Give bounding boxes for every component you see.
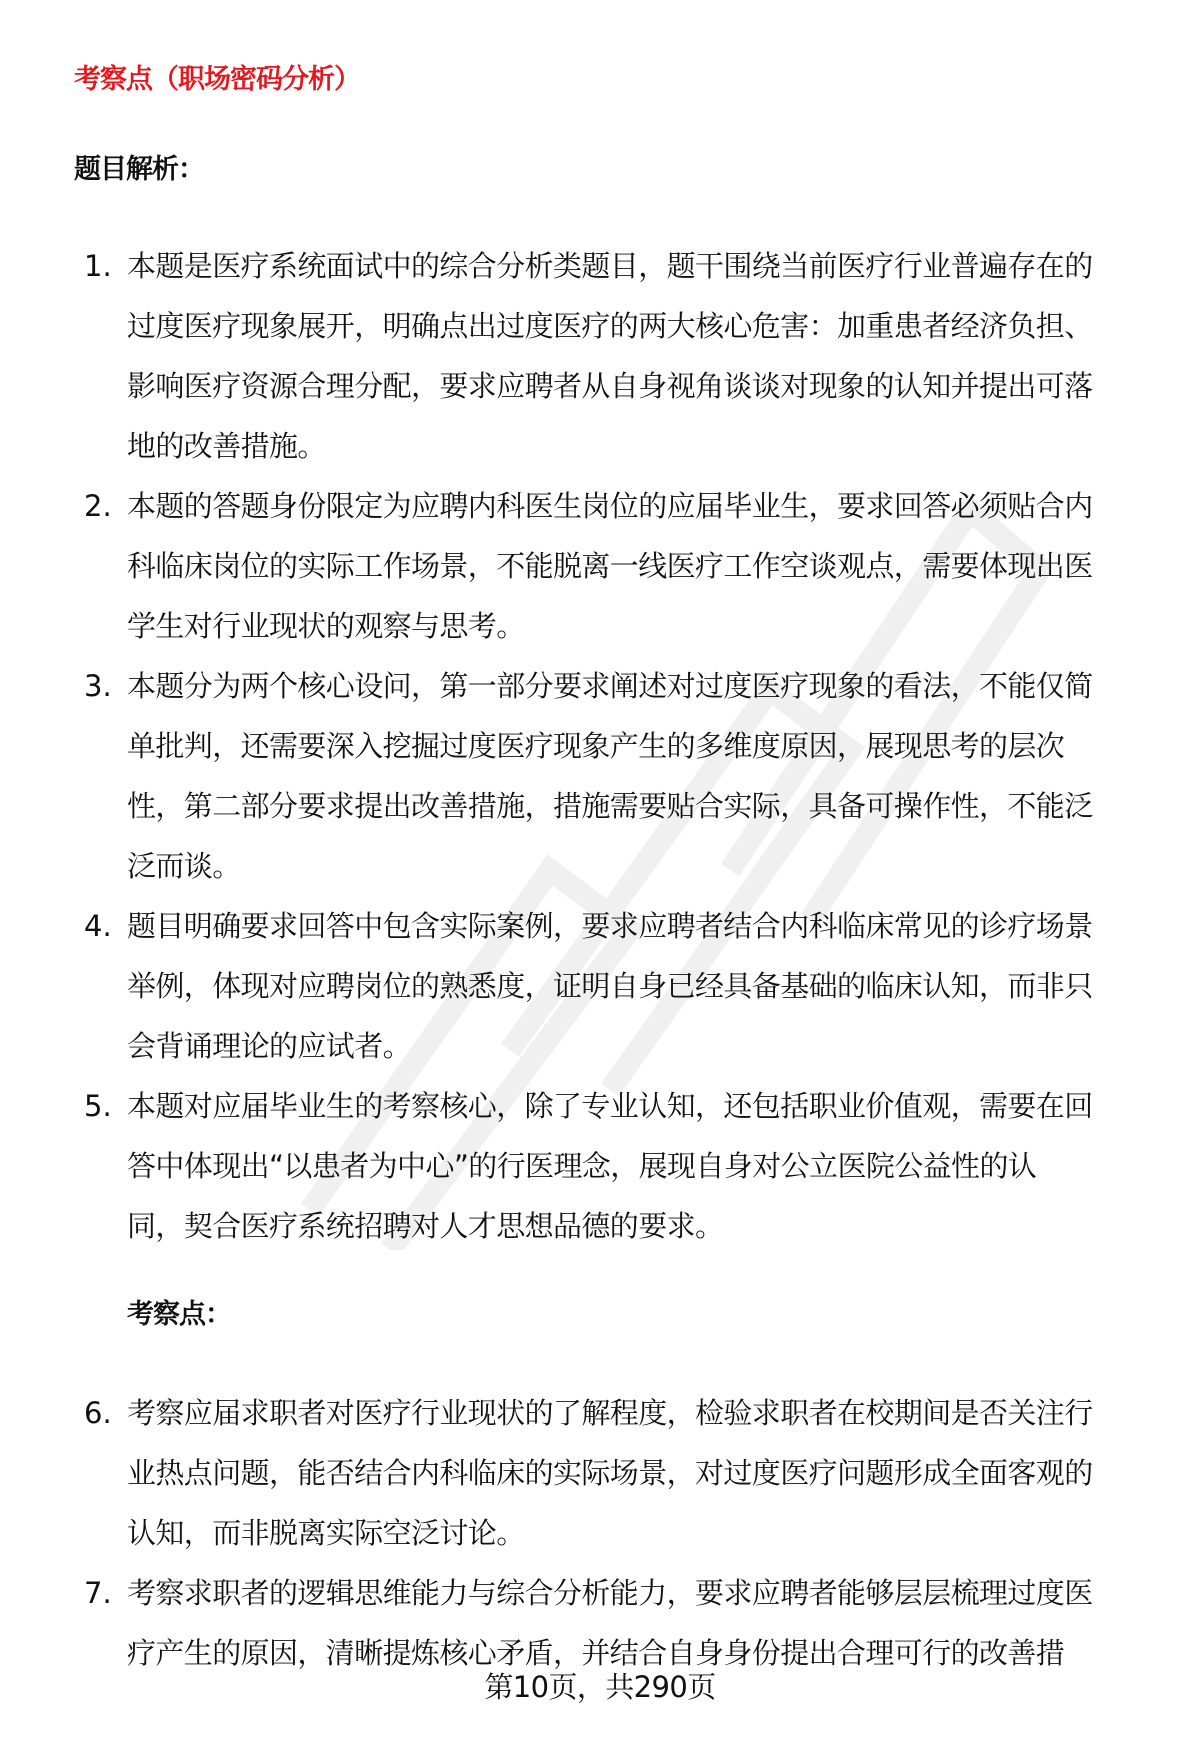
list-item-text-line: 业热点问题，能否结合内科临床的实际场景，对过度医疗问题形成全面客观的: [127, 1456, 1093, 1490]
list-item: [0, 236, 1200, 476]
points-list: [0, 1383, 1200, 1683]
list-item-text-line: 答中体现出“以患者为中心”的行医理念，展现自身对公立医院公益性的认: [127, 1149, 1037, 1183]
list-item-text-line: 过度医疗现象展开，明确点出过度医疗的两大核心危害：加重患者经济负担、: [127, 309, 1093, 343]
list-item: [0, 1563, 1200, 1683]
list-item-number: 3.: [84, 669, 112, 703]
analysis-heading: 题目解析：: [74, 154, 204, 185]
page-number: 第10页，共290页: [484, 1670, 716, 1704]
list-item: [0, 1383, 1200, 1563]
page-title: 考察点（职场密码分析）: [74, 64, 360, 95]
list-item: [0, 656, 1200, 896]
list-item-text-line: 会背诵理论的应试者。: [127, 1029, 412, 1063]
list-item-text-line: 认知，而非脱离实际空泛讨论。: [127, 1516, 525, 1550]
list-item-text-line: 举例，体现对应聘岗位的熟悉度，证明自身已经具备基础的临床认知，而非只: [127, 969, 1093, 1003]
list-item-number: 1.: [84, 249, 112, 283]
list-item-number: 5.: [84, 1089, 112, 1123]
list-item-text-line: 影响医疗资源合理分配，要求应聘者从自身视角谈谈对现象的认知并提出可落: [127, 369, 1093, 403]
list-item-text-line: 疗产生的原因，清晰提炼核心矛盾，并结合自身身份提出合理可行的改善措: [127, 1636, 1065, 1670]
list-item-number: 6.: [84, 1396, 112, 1430]
list-item-number: 7.: [84, 1576, 112, 1610]
list-item: [0, 1076, 1200, 1256]
list-item-text-line: 科临床岗位的实际工作场景，不能脱离一线医疗工作空谈观点，需要体现出医: [127, 549, 1093, 583]
list-item-text-line: 本题是医疗系统面试中的综合分析类题目，题干围绕当前医疗行业普遍存在的: [127, 249, 1093, 283]
list-item-text-line: 题目明确要求回答中包含实际案例，要求应聘者结合内科临床常见的诊疗场景: [127, 909, 1093, 943]
list-item-text-line: 本题对应届毕业生的考察核心，除了专业认知，还包括职业价值观，需要在回: [127, 1089, 1093, 1123]
list-item-text-line: 同，契合医疗系统招聘对人才思想品德的要求。: [127, 1209, 724, 1243]
list-item-text-line: 考察求职者的逻辑思维能力与综合分析能力，要求应聘者能够层层梳理过度医: [127, 1576, 1093, 1610]
list-item-number: 4.: [84, 909, 112, 943]
list-item-text-line: 地的改善措施。: [127, 429, 326, 463]
list-item-text-line: 泛而谈。: [127, 849, 241, 883]
list-item: [0, 896, 1200, 1076]
list-item-text-line: 本题的答题身份限定为应聘内科医生岗位的应届毕业生，要求回答必须贴合内: [127, 489, 1093, 523]
list-item-text-line: 性，第二部分要求提出改善措施，措施需要贴合实际，具备可操作性，不能泛: [127, 789, 1093, 823]
list-item-number: 2.: [84, 489, 112, 523]
list-item-text-line: 学生对行业现状的观察与思考。: [127, 609, 525, 643]
list-item: [0, 476, 1200, 656]
points-heading: 考察点：: [127, 1299, 231, 1330]
list-item-text-line: 本题分为两个核心设问，第一部分要求阐述对过度医疗现象的看法，不能仅简: [127, 669, 1093, 703]
list-item-text-line: 单批判，还需要深入挖掘过度医疗现象产生的多维度原因，展现思考的层次: [127, 729, 1065, 763]
list-item-text-line: 考察应届求职者对医疗行业现状的了解程度，检验求职者在校期间是否关注行: [127, 1396, 1093, 1430]
analysis-list: [0, 236, 1200, 1256]
